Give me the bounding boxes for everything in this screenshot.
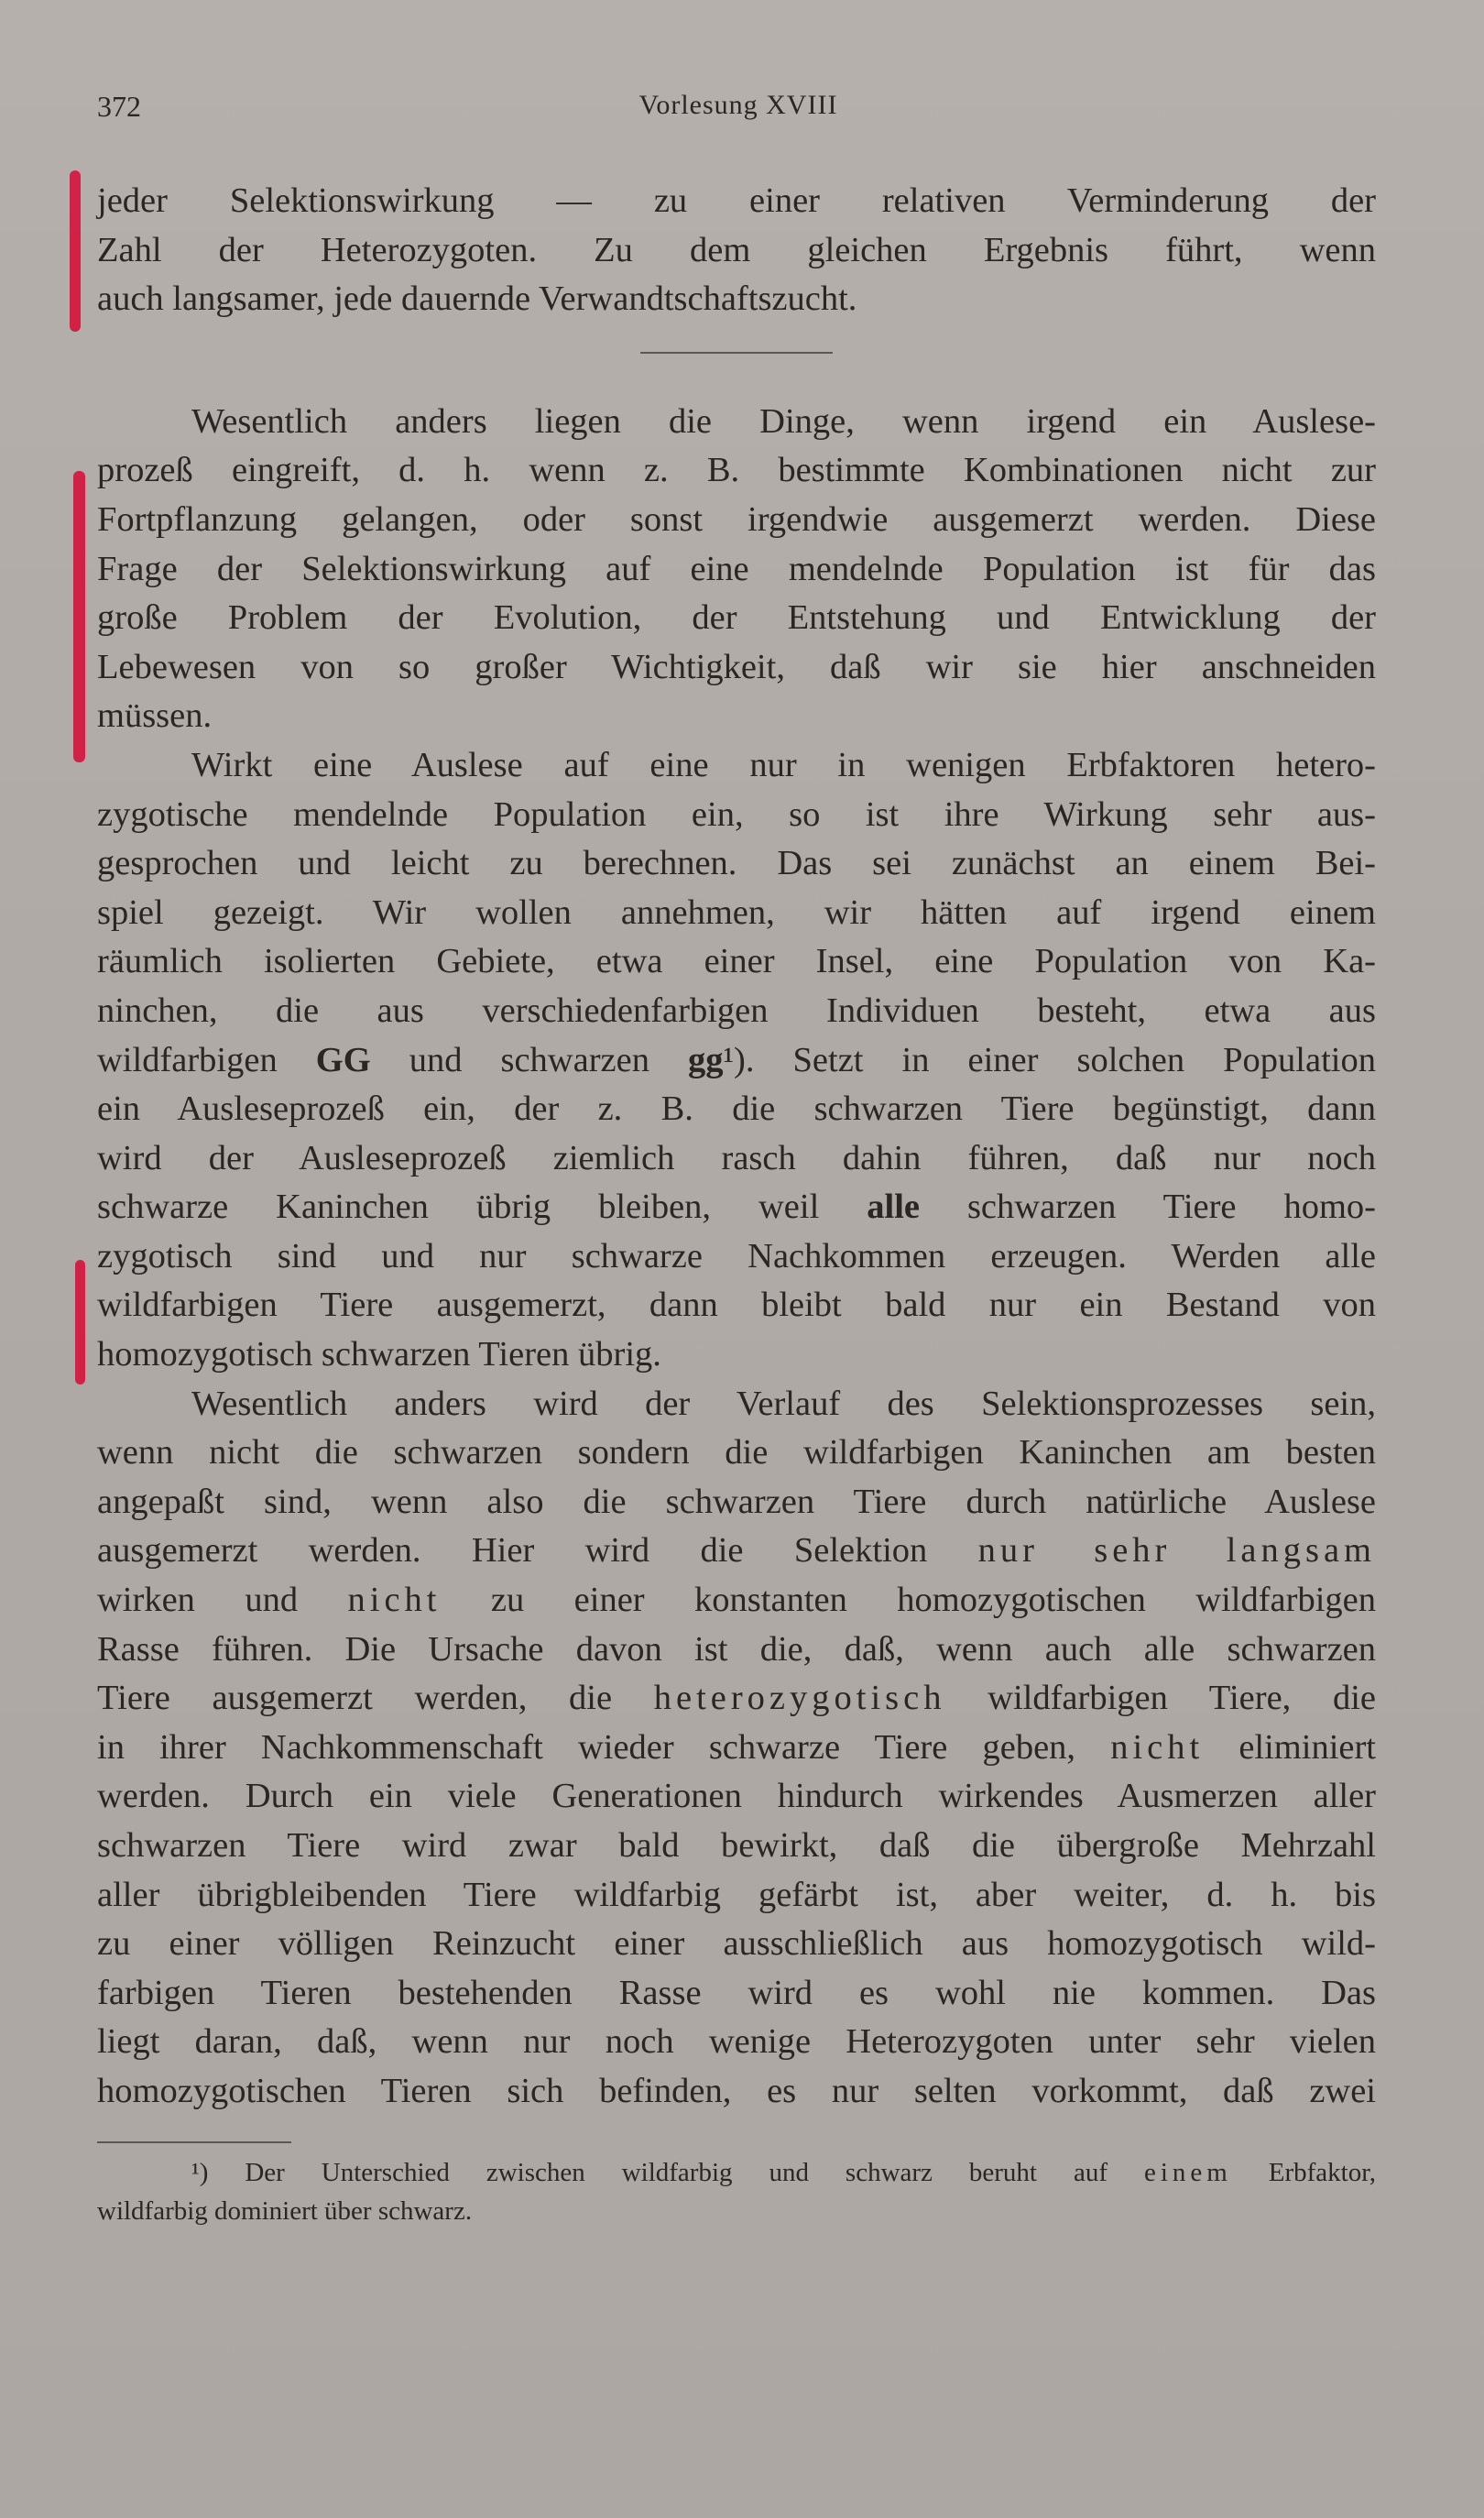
- text-line: Zahl der Heterozygoten. Zu dem gleichen Ergebnis führt, wenn: [97, 230, 1376, 269]
- page-header: [97, 90, 1380, 126]
- footnote-line: wildfarbig dominiert über schwarz.: [97, 2196, 473, 2226]
- text-line: liegt daran, daß, wenn nur noch wenige Heterozygoten unter sehr vielen: [97, 2022, 1376, 2062]
- text-run: wirken und: [97, 1581, 348, 1620]
- text-line: Lebewesen von so großer Wichtigkeit, daß wir sie hier anschneiden: [97, 647, 1376, 686]
- text-line: ein Ausleseprozeß ein, der z. B. die schwarzen Tiere begünstigt, dann: [97, 1089, 1376, 1129]
- text-line: zygotische mendelnde Population ein, so ist ihre Wirkung sehr aus-: [97, 794, 1376, 834]
- text-line: [97, 1527, 1376, 1576]
- text-line: [97, 1674, 1376, 1724]
- text-run: in ihrer Nachkommenschaft wieder schwarze Tiere geben,: [97, 1727, 1111, 1767]
- text-line: räumlich isolierten Gebiete, etwa einer Insel, eine Population von Ka-: [97, 942, 1376, 981]
- text-line: farbigen Tieren bestehenden Rasse wird es wohl nie kommen. Das: [97, 1973, 1376, 2012]
- text-line: jeder Selektionswirkung — zu einer relativen Verminderung der: [97, 181, 1376, 220]
- red-margin-mark-2: [73, 471, 85, 762]
- genotype-gg: gg: [687, 1040, 724, 1079]
- text-run: Tiere ausgemerzt werden, die: [97, 1679, 654, 1718]
- text-run: wildfarbigen Tiere, die: [945, 1679, 1376, 1718]
- red-margin-mark-3: [75, 1260, 85, 1385]
- text-run: zu einer konstanten homozygotischen wildfarbigen: [441, 1581, 1376, 1620]
- text-line: spiel gezeigt. Wir wollen annehmen, wir hätten auf irgend einem: [97, 892, 1376, 932]
- text-run: und schwarzen: [370, 1040, 688, 1079]
- paragraph-1: [97, 177, 1376, 324]
- text-line: gesprochen und leicht zu berechnen. Das sei zunächst an einem Bei-: [97, 844, 1376, 883]
- text-line: auch langsamer, jede dauernde Verwandtschaftszucht.: [97, 279, 857, 319]
- text-line: Wesentlich anders liegen die Dinge, wenn irgend ein Auslese-: [191, 401, 1376, 441]
- text-run: ¹) Der Unterschied zwischen wildfarbig und schwarz beruht auf: [191, 2158, 1144, 2187]
- text-line: homozygotischen Tieren sich befinden, es nur selten vorkommt, daß zwei: [97, 2071, 1376, 2110]
- body-text: [97, 177, 1376, 2117]
- spaced-emphasis: nur sehr langsam: [977, 1531, 1376, 1571]
- text-line: zu einer völligen Reinzucht einer ausschließlich aus homozygotisch wild-: [97, 1924, 1376, 1964]
- red-margin-mark-1: [70, 170, 81, 332]
- spaced-emphasis: nicht: [1110, 1727, 1205, 1767]
- text-line: Frage der Selektionswirkung auf eine mendelnde Population ist für das: [97, 549, 1376, 588]
- text-line: homozygotisch schwarzen Tieren übrig.: [97, 1335, 661, 1374]
- footnote: [97, 2153, 1376, 2230]
- text-line: [97, 1576, 1376, 1626]
- text-line: Wirkt eine Auslese auf eine nur in wenigen Erbfaktoren hetero-: [191, 745, 1376, 784]
- text-line: [97, 1183, 1376, 1232]
- text-run: schwarzen Tiere homo-: [919, 1188, 1376, 1227]
- text-line: Wesentlich anders wird der Verlauf des Selektionsprozesses sein,: [191, 1384, 1376, 1423]
- text-run: wildfarbigen: [97, 1040, 316, 1079]
- bold-word-alle: alle: [867, 1188, 920, 1227]
- text-line: wird der Ausleseprozeß ziemlich rasch dahin führen, daß nur noch: [97, 1138, 1376, 1177]
- text-line: aller übrigbleibenden Tiere wildfarbig gefärbt ist, aber weiter, d. h. bis: [97, 1875, 1376, 1914]
- text-line: [97, 1036, 1376, 1086]
- text-line: Fortpflanzung gelangen, oder sonst irgendwie ausgemerzt werden. Diese: [97, 499, 1376, 539]
- text-line: wildfarbigen Tiere ausgemerzt, dann bleibt bald nur ein Bestand von: [97, 1286, 1376, 1325]
- spaced-emphasis: einem: [1143, 2158, 1232, 2187]
- text-run: Erbfaktor,: [1231, 2158, 1376, 2187]
- text-run: eliminiert: [1204, 1727, 1376, 1767]
- running-head: Vorlesung XVIII: [638, 90, 838, 120]
- spaced-emphasis: nicht: [347, 1581, 442, 1620]
- text-line: müssen.: [97, 696, 213, 736]
- text-run: ausgemerzt werden. Hier wird die Selektion: [97, 1531, 978, 1571]
- paragraph-4: [97, 1380, 1376, 2117]
- text-run: ¹). Setzt in einer solchen Population: [723, 1040, 1376, 1079]
- footnote-line: [97, 2153, 1376, 2192]
- section-divider: [640, 352, 833, 354]
- paragraph-2: [97, 398, 1376, 741]
- text-line: ninchen, die aus verschiedenfarbigen Individuen besteht, etwa aus: [97, 991, 1376, 1030]
- text-line: angepaßt sind, wenn also die schwarzen Tiere durch natürliche Auslese: [97, 1482, 1376, 1521]
- paragraph-3: [97, 741, 1376, 1380]
- text-run: schwarze Kaninchen übrig bleiben, weil: [97, 1188, 867, 1227]
- text-line: zygotisch sind und nur schwarze Nachkommen erzeugen. Werden alle: [97, 1236, 1376, 1275]
- text-line: prozeß eingreift, d. h. wenn z. B. bestimmte Kombinationen nicht zur: [97, 451, 1376, 490]
- text-line: [97, 1724, 1376, 1773]
- text-line: große Problem der Evolution, der Entstehung und Entwicklung der: [97, 598, 1376, 638]
- text-line: Rasse führen. Die Ursache davon ist die, daß, wenn auch alle schwarzen: [97, 1629, 1376, 1669]
- spaced-emphasis: heterozygotisch: [653, 1679, 946, 1718]
- text-line: schwarzen Tiere wird zwar bald bewirkt, daß die übergroße Mehrzahl: [97, 1826, 1376, 1865]
- text-line: werden. Durch ein viele Generationen hindurch wirkendes Ausmerzen aller: [97, 1777, 1376, 1816]
- genotype-GG: GG: [315, 1040, 371, 1079]
- text-line: wenn nicht die schwarzen sondern die wildfarbigen Kaninchen am besten: [97, 1433, 1376, 1472]
- page-number: 372: [97, 90, 141, 123]
- footnote-rule: [97, 2141, 291, 2143]
